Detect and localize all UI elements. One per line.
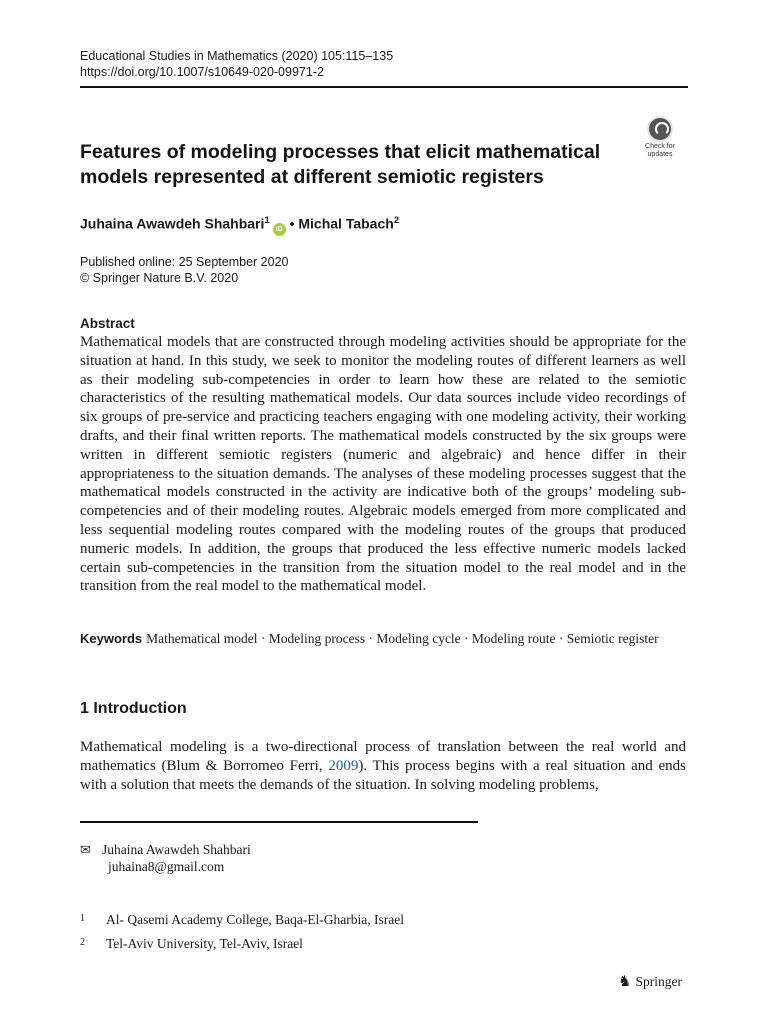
author-separator: • — [289, 215, 295, 232]
publisher-logo — [618, 972, 682, 991]
contact-email[interactable]: juhaina8@gmail.com — [108, 859, 225, 874]
citation-link[interactable]: 2009 — [328, 757, 359, 774]
title-line-2: models represented at different semiotic registers — [80, 166, 544, 188]
journal-citation: Educational Studies in Mathematics (2020) 105:115–135 — [80, 49, 394, 63]
doi-link[interactable]: https://doi.org/10.1007/s10649-020-09971-2 — [80, 65, 324, 79]
footnote-rule — [80, 821, 478, 823]
title-line-1: Features of modeling processes that elicit mathematical — [80, 141, 601, 163]
affiliation-marker: 1 — [264, 215, 270, 226]
keywords-heading: Keywords — [80, 631, 143, 646]
affiliation-1 — [80, 910, 404, 928]
journal-header — [80, 48, 393, 80]
affiliation-number: 2 — [80, 937, 85, 948]
author-name[interactable]: Juhaina Awawdeh Shahbari — [80, 215, 265, 232]
springer-horse-icon: ♞ — [618, 974, 632, 990]
copyright: © Springer Nature B.V. 2020 — [80, 271, 239, 285]
affiliation-marker: 2 — [393, 215, 400, 226]
abstract-heading: Abstract — [80, 316, 135, 331]
affiliation-text: Tel-Aviv University, Tel-Aviv, Israel — [106, 936, 303, 951]
published-date: Published online: 25 September 2020 — [80, 255, 289, 269]
publication-info — [80, 254, 288, 286]
corresponding-author — [80, 841, 251, 875]
affiliation-text: Al- Qasemi Academy College, Baqa-El-Gharbia, Israel — [106, 912, 405, 927]
section-heading-introduction: 1 Introduction — [80, 700, 187, 717]
paper-title — [80, 140, 620, 190]
orcid-icon[interactable]: iD — [273, 223, 286, 236]
check-updates-icon — [647, 116, 673, 142]
author-list — [80, 212, 399, 236]
header-rule — [80, 86, 688, 88]
publisher-name: Springer — [635, 974, 682, 989]
affiliation-2 — [80, 934, 303, 952]
author-name[interactable]: Michal Tabach — [298, 215, 394, 232]
check-updates-label: Check for updates — [645, 143, 675, 158]
keywords — [80, 629, 686, 649]
envelope-icon: ✉ — [80, 842, 91, 857]
contact-name: Juhaina Awawdeh Shahbari — [102, 842, 251, 857]
introduction-text: Mathematical modeling is a two-directional process of translation between the real world and mathematics (Blum & Borromeo Ferri, 2009). This process begins with a real situation and ends with a solution that meets the demands of the situation. In solving modeling problems, — [80, 739, 686, 793]
abstract-text: Mathematical models that are constructed through modeling activities should be appropriate for the situation at hand. In this study, we seek to monitor the modeling routes of different learners as well as their modeling sub-competencies in order to learn how these are related to the semiotic characteristics of the resulting mathematical models. Our data sources include video recordings of six groups of pre-service and practicing teachers engaging with one modeling activity, their working drafts, and their final written reports. The mathematical models constructed by the six groups were written in different semiotic registers (numeric and algebraic) and hence differ in their appropriateness to the situation demands. The analyses of these modeling processes suggest that the mathematical models constructed in the activity are indicative both of the groups’ modeling sub-competencies and of their modeling routes. Algebraic models emerged from more complicated and less sequential modeling routes compared with the modeling routes of the groups that produced numeric models. In addition, the groups that produced the less effective numeric models lacked certain sub-competencies in the transition from the situation model to the real model and in the transition from the real model to the mathematical model. — [80, 334, 686, 595]
keywords-list: Mathematical model · Modeling process · Modeling cycle · Modeling route · Semiotic register — [146, 631, 659, 646]
affiliation-number: 1 — [80, 913, 85, 924]
check-for-updates-badge[interactable] — [634, 113, 686, 161]
